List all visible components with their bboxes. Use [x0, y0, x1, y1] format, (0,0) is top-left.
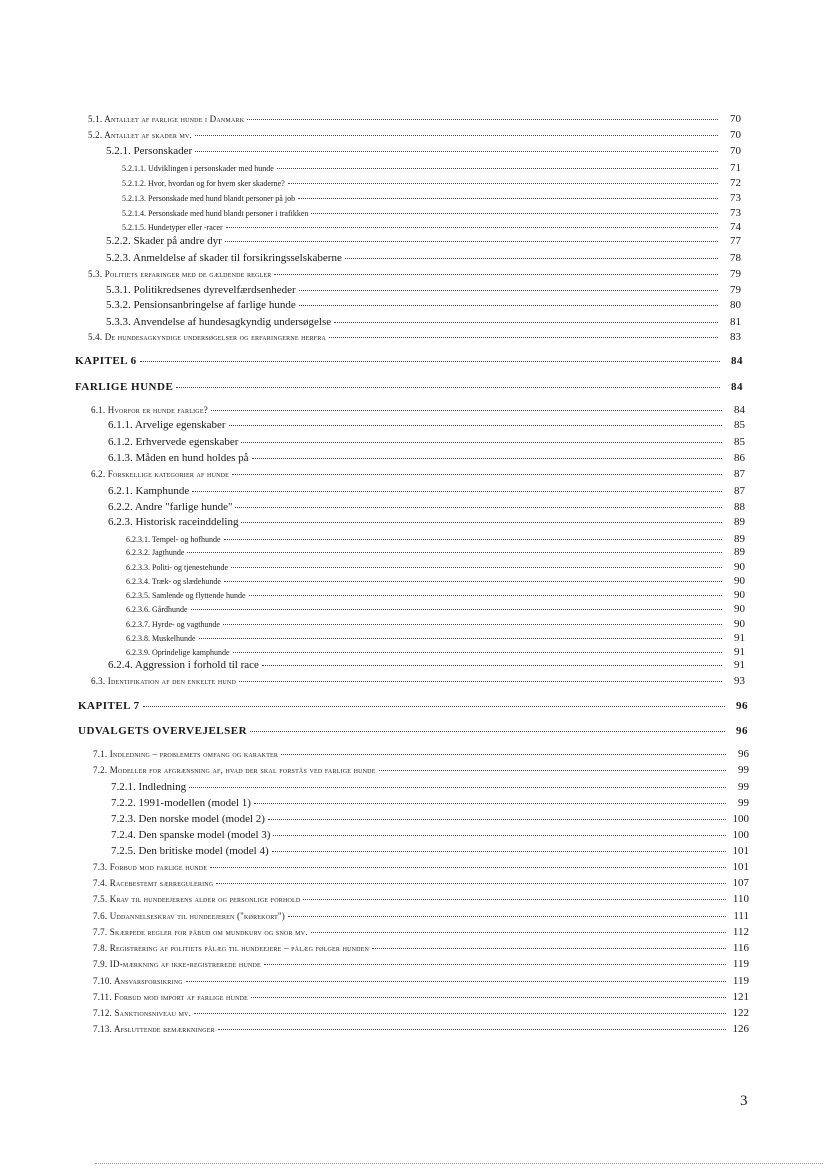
toc-entry-title: KAPITEL 7	[78, 700, 140, 712]
dot-leader	[186, 981, 726, 982]
toc-entry	[126, 589, 745, 601]
toc-entry-page: 99	[738, 797, 749, 809]
dot-leader	[329, 337, 718, 338]
dot-leader	[229, 425, 722, 426]
dot-leader	[274, 274, 718, 275]
dot-leader	[239, 681, 722, 682]
toc-entry	[106, 316, 741, 328]
dot-leader	[299, 305, 718, 306]
toc-entry	[111, 845, 749, 857]
toc-entry	[93, 764, 749, 776]
toc-entry	[88, 268, 741, 280]
toc-entry	[126, 546, 745, 558]
toc-entry-title: 6.2.4. Aggression i forhold til race	[108, 659, 259, 671]
toc-entry-page: 122	[732, 1007, 749, 1019]
toc-entry-title: 6.3. Identifikation af den enkelte hund	[91, 676, 236, 686]
toc-entry	[88, 129, 741, 141]
dot-leader	[216, 883, 726, 884]
toc-entry-title: 7.2.5. Den britiske model (model 4)	[111, 845, 269, 857]
dot-leader	[251, 997, 726, 998]
toc-entry	[106, 299, 741, 311]
toc-chapter-heading	[75, 355, 743, 367]
dot-leader	[225, 241, 718, 242]
toc-entry-page: 79	[730, 284, 741, 296]
toc-entry-title: 6.2. Forskellige kategorier af hunde	[91, 469, 230, 479]
toc-entry-title: UDVALGETS OVERVEJELSER	[78, 725, 248, 737]
toc-entry-page: 99	[738, 781, 749, 793]
toc-entry-page: 96	[738, 748, 749, 760]
toc-entry-page: 84	[731, 381, 743, 393]
dot-leader	[232, 474, 722, 475]
toc-entry-page: 70	[730, 113, 741, 125]
dot-leader	[311, 932, 726, 933]
toc-entry	[126, 646, 745, 658]
dot-leader	[226, 227, 718, 228]
toc-entry-title: 6.2.3.7. Hyrde- og vagthunde	[126, 620, 220, 629]
toc-entry-title: 5.1. Antallet af farlige hunde i Danmark	[88, 114, 245, 124]
toc-entry-page: 79	[730, 268, 741, 280]
toc-chapter-heading	[78, 700, 748, 712]
toc-entry	[126, 632, 745, 644]
page-number: 3	[740, 1093, 748, 1109]
dot-leader	[299, 290, 718, 291]
toc-entry	[91, 675, 745, 687]
toc-entry-title: 6.1.3. Måden en hund holdes på	[108, 452, 249, 464]
toc-entry	[126, 561, 745, 573]
toc-entry-title: 5.3. Politiets erfaringer med de gældende regler	[88, 269, 272, 279]
toc-entry-page: 100	[732, 813, 749, 825]
toc-entry	[106, 235, 741, 247]
toc-entry	[108, 659, 745, 671]
toc-entry	[93, 942, 749, 954]
dot-leader	[252, 458, 722, 459]
dot-leader	[192, 491, 722, 492]
toc-entry-title: 5.2.1.4. Personskade med hund blandt personer i trafikken	[122, 209, 309, 218]
toc-entry	[108, 501, 745, 513]
toc-entry	[91, 468, 745, 480]
toc-entry-page: 84	[734, 404, 745, 416]
toc-entry-page: 83	[730, 331, 741, 343]
toc-entry-page: 110	[732, 893, 749, 905]
toc-entry-page: 73	[730, 192, 741, 204]
toc-entry-page: 99	[738, 764, 749, 776]
toc-entry-title: 5.3.1. Politikredsenes dyrevelfærdsenheder	[106, 284, 296, 296]
dot-leader	[223, 624, 722, 625]
toc-entry-title: 6.2.3.8. Muskelhunde	[126, 634, 196, 643]
toc-entry-page: 112	[732, 926, 749, 938]
toc-entry-page: 89	[734, 546, 745, 558]
dot-leader	[272, 851, 726, 852]
dot-leader	[241, 522, 722, 523]
dot-leader	[250, 731, 725, 732]
toc-entry-title: 7.2.2. 1991-modellen (model 1)	[111, 797, 251, 809]
toc-entry	[106, 252, 741, 264]
dot-leader	[189, 787, 726, 788]
dot-leader	[195, 151, 718, 152]
toc-entry	[108, 436, 745, 448]
toc-entry-title: 7.7. Skærpede regler for påbud om mundkurv og snor mv.	[93, 927, 308, 937]
toc-entry-page: 89	[734, 516, 745, 528]
toc-entry-page: 119	[732, 975, 749, 987]
toc-entry-page: 85	[734, 419, 745, 431]
toc-entry-title: 7.9. ID-mærkning af ikke-registrerede hunde	[93, 959, 261, 969]
toc-entry-page: 91	[734, 646, 745, 658]
toc-entry-page: 89	[734, 533, 745, 545]
toc-entry-title: 7.2.3. Den norske model (model 2)	[111, 813, 265, 825]
toc-entry-page: 71	[730, 162, 741, 174]
toc-entry-page: 116	[732, 942, 749, 954]
toc-entry-page: 90	[734, 589, 745, 601]
toc-entry-title: 5.2. Antallet af skader mv.	[88, 130, 193, 140]
toc-entry-title: 6.2.3.5. Samlende og flyttende hunde	[126, 591, 246, 600]
toc-entry-title: 5.2.1.2. Hvor, hvordan og for hvem sker skaderne?	[122, 179, 285, 188]
dot-leader	[176, 387, 720, 388]
toc-entry-title: 7.13. Afsluttende bemærkninger	[93, 1024, 215, 1034]
toc-entry-title: FARLIGE HUNDE	[75, 381, 174, 393]
toc-entry	[111, 829, 749, 841]
dot-leader	[334, 322, 718, 323]
dot-leader	[224, 581, 722, 582]
toc-entry-page: 101	[732, 845, 749, 857]
toc-entry	[108, 516, 745, 528]
toc-entry	[111, 797, 749, 809]
toc-entry-page: 72	[730, 177, 741, 189]
dot-leader	[249, 595, 722, 596]
toc-entry-page: 91	[734, 632, 745, 644]
toc-entry	[88, 113, 741, 125]
toc-entry-title: 5.2.1.5. Hundetyper eller -racer	[122, 223, 223, 232]
toc-entry-title: 7.6. Uddannelseskrav til hundeejeren ("kørekort")	[93, 911, 285, 921]
toc-entry-title: 6.1. Hvorfor er hunde farlige?	[91, 405, 208, 415]
toc-entry-page: 70	[730, 145, 741, 157]
toc-entry-page: 100	[732, 829, 749, 841]
toc-entry	[126, 618, 745, 630]
toc-entry	[93, 893, 749, 905]
toc-entry-title: 7.11. Forbud mod import af farlige hunde	[93, 992, 249, 1002]
toc-entry	[122, 192, 741, 204]
toc-entry-title: 6.2.3. Historisk raceinddeling	[108, 516, 239, 528]
toc-entry	[122, 221, 741, 233]
toc-entry-title: 5.2.2. Skader på andre dyr	[106, 235, 222, 247]
toc-entry-title: 7.3. Forbud mod farlige hunde	[93, 862, 208, 872]
toc-entry-title: 7.12. Sanktionsniveau mv.	[93, 1008, 192, 1018]
toc-entry-page: 101	[732, 861, 749, 873]
toc-entry-page: 80	[730, 299, 741, 311]
toc-entry-page: 107	[732, 877, 749, 889]
toc-entry	[122, 207, 741, 219]
toc-entry-title: 7.8. Registrering af politiets pålæg til hundeejere – pålæg følger hunden	[93, 943, 370, 953]
dot-leader	[210, 867, 726, 868]
toc-entry-title: 6.2.1. Kamphunde	[108, 485, 190, 497]
dot-leader	[231, 567, 722, 568]
toc-entry-title: 6.2.3.4. Træk- og slædehunde	[126, 577, 221, 586]
toc-entry-page: 86	[734, 452, 745, 464]
toc-entry-page: 90	[734, 561, 745, 573]
toc-entry-page: 70	[730, 129, 741, 141]
dot-leader	[191, 609, 722, 610]
toc-entry-title: 5.3.2. Pensionsanbringelse af farlige hunde	[106, 299, 296, 311]
dot-leader	[311, 213, 718, 214]
toc-entry-title: 5.2.1.1. Udviklingen i personskader med hunde	[122, 164, 274, 173]
dot-leader	[195, 135, 718, 136]
toc-entry-title: 7.10. Ansvarsforsikring	[93, 976, 183, 986]
dot-leader	[218, 1029, 726, 1030]
dot-leader	[235, 507, 722, 508]
toc-entry-title: 6.1.2. Erhvervede egenskaber	[108, 436, 239, 448]
toc-entry-title: 5.2.3. Anmeldelse af skader til forsikringsselskaberne	[106, 252, 342, 264]
toc-entry-title: 6.2.3.3. Politi- og tjenestehunde	[126, 563, 228, 572]
toc-entry	[108, 485, 745, 497]
dot-leader	[224, 539, 722, 540]
toc-entry-page: 84	[731, 355, 743, 367]
toc-entry-page: 96	[736, 725, 748, 737]
toc-entry-page: 91	[734, 659, 745, 671]
toc-entry-title: 7.5. Krav til hundeejerens alder og personlige forhold	[93, 894, 301, 904]
toc-entry	[93, 1007, 749, 1019]
toc-entry-title: 7.2. Modeller for afgrænsning af, hvad der skal forstås ved farlige hunde	[93, 765, 376, 775]
toc-entry-page: 90	[734, 618, 745, 630]
bottom-dotted-rule	[95, 1163, 823, 1164]
toc-entry	[111, 781, 749, 793]
toc-entry-title: 6.2.3.9. Oprindelige kamphunde	[126, 648, 230, 657]
dot-leader	[268, 819, 726, 820]
toc-entry-title: 7.2.1. Indledning	[111, 781, 187, 793]
dot-leader	[288, 183, 718, 184]
toc-entry	[91, 404, 745, 416]
toc-entry	[126, 533, 745, 545]
toc-entry-title: 6.2.3.1. Tempel- og hofhunde	[126, 535, 221, 544]
toc-entry	[126, 603, 745, 615]
toc-entry-page: 93	[734, 675, 745, 687]
toc-entry-title: 6.2.3.6. Gårdhunde	[126, 605, 188, 614]
toc-entry-page: 87	[734, 468, 745, 480]
toc-entry-page: 81	[730, 316, 741, 328]
toc-entry-title: 6.2.3.2. Jagthunde	[126, 548, 185, 557]
dot-leader	[298, 198, 718, 199]
dot-leader	[199, 638, 722, 639]
dot-leader	[379, 770, 726, 771]
toc-entry-page: 78	[730, 252, 741, 264]
dot-leader	[264, 964, 726, 965]
toc-entry	[106, 284, 741, 296]
toc-entry	[122, 177, 741, 189]
toc-entry	[88, 331, 741, 343]
toc-entry-page: 119	[732, 958, 749, 970]
toc-entry	[93, 958, 749, 970]
toc-entry-page: 126	[732, 1023, 749, 1035]
toc-entry-page: 90	[734, 575, 745, 587]
toc-entry	[106, 145, 741, 157]
dot-leader	[288, 916, 726, 917]
toc-entry-page: 96	[736, 700, 748, 712]
toc-chapter-heading	[75, 381, 743, 393]
dot-leader	[372, 948, 726, 949]
toc-entry-title: 6.1.1. Arvelige egenskaber	[108, 419, 226, 431]
dot-leader	[273, 835, 726, 836]
toc-entry	[93, 748, 749, 760]
toc-entry-page: 77	[730, 235, 741, 247]
dot-leader	[281, 754, 726, 755]
toc-entry	[93, 861, 749, 873]
dot-leader	[194, 1013, 726, 1014]
dot-leader	[345, 258, 718, 259]
toc-entry	[122, 162, 741, 174]
toc-entry	[108, 452, 745, 464]
toc-chapter-heading	[78, 725, 748, 737]
dot-leader	[211, 410, 722, 411]
toc-entry-title: KAPITEL 6	[75, 355, 137, 367]
toc-entry-title: 6.2.2. Andre "farlige hunde"	[108, 501, 233, 513]
dot-leader	[140, 361, 720, 362]
toc-entry-page: 90	[734, 603, 745, 615]
toc-entry-title: 7.1. Indledning – problemets omfang og karakter	[93, 749, 279, 759]
toc-entry	[111, 813, 749, 825]
dot-leader	[241, 442, 722, 443]
toc-entry	[93, 1023, 749, 1035]
dot-leader	[277, 168, 718, 169]
toc-entry-title: 7.2.4. Den spanske model (model 3)	[111, 829, 271, 841]
toc-entry-page: 111	[733, 910, 749, 922]
toc-entry	[93, 877, 749, 889]
toc-entry-page: 85	[734, 436, 745, 448]
dot-leader	[233, 652, 722, 653]
dot-leader	[143, 706, 725, 707]
toc-entry-title: 5.2.1.3. Personskade med hund blandt personer på job	[122, 194, 296, 203]
toc-entry	[93, 975, 749, 987]
toc-entry	[93, 926, 749, 938]
toc-entry	[93, 991, 749, 1003]
toc-entry	[108, 419, 745, 431]
dot-leader	[254, 803, 726, 804]
toc-entry-page: 73	[730, 207, 741, 219]
toc-entry-page: 88	[734, 501, 745, 513]
toc-entry-title: 5.4. De hundesagkyndige undersøgelser og erfaringerne herfra	[88, 332, 327, 342]
toc-entry	[93, 910, 749, 922]
dot-leader	[262, 665, 722, 666]
toc-entry-page: 74	[730, 221, 741, 233]
toc-entry-page: 121	[732, 991, 749, 1003]
toc-entry-title: 7.4. Racebestemt særregulering	[93, 878, 214, 888]
toc-entry-title: 5.2.1. Personskader	[106, 145, 193, 157]
dot-leader	[187, 552, 722, 553]
dot-leader	[303, 899, 726, 900]
dot-leader	[247, 119, 718, 120]
toc-entry-page: 87	[734, 485, 745, 497]
toc-entry	[126, 575, 745, 587]
toc-entry-title: 5.3.3. Anvendelse af hundesagkyndig undersøgelse	[106, 316, 332, 328]
